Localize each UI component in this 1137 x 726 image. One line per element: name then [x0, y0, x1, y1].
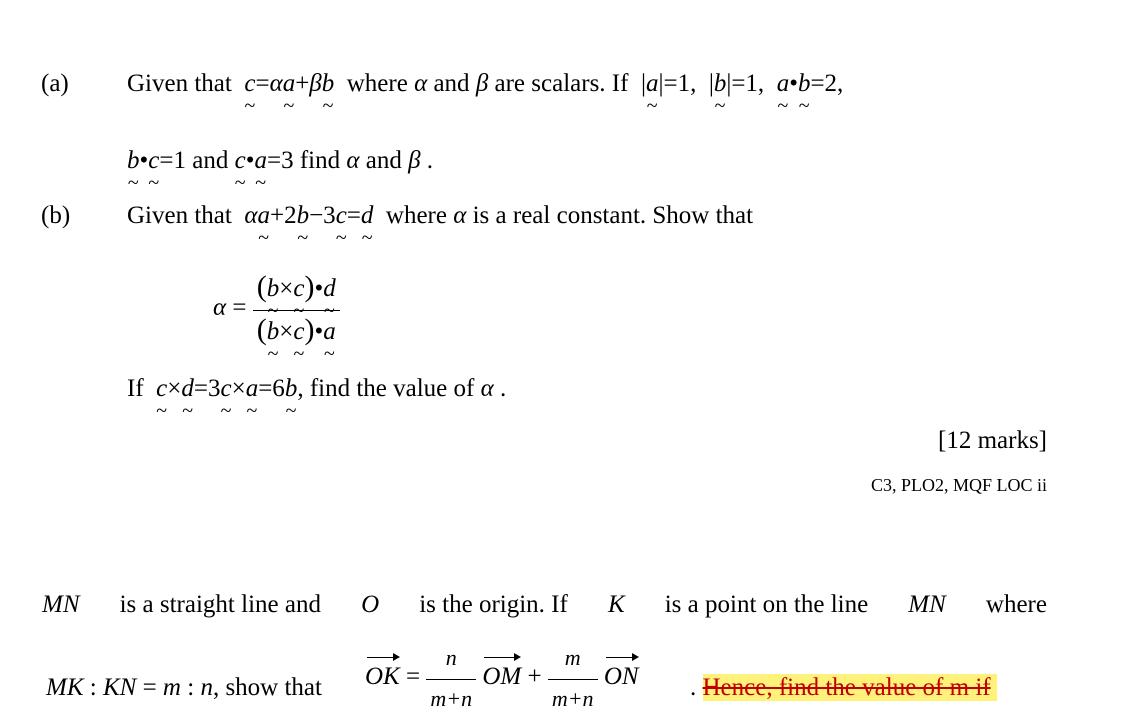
magnitude-conditions: |a ~|=1, |b ~|=1, a ~•b ~=2,	[635, 70, 844, 97]
mn-symbol: MN	[42, 591, 80, 618]
part-a-line2-and: and	[192, 147, 229, 174]
vector-ok: OK	[365, 663, 400, 691]
beta-symbol-2: β	[408, 147, 421, 174]
q2-show-that: show that	[225, 674, 322, 701]
full-stop: .	[426, 147, 434, 174]
beta-symbol: β	[475, 70, 489, 97]
q2-text-4: where	[985, 591, 1047, 618]
o-symbol: O	[361, 591, 380, 618]
dot-product-ca: c ~•a ~=3	[235, 147, 294, 174]
q2-line-1	[42, 590, 1047, 620]
marks-label: [12 marks]	[938, 427, 1047, 454]
k-symbol: K	[607, 591, 625, 618]
mn-symbol-2: MN	[908, 591, 946, 618]
part-b-line-1	[127, 201, 753, 231]
part-a-find-and: and	[365, 147, 402, 174]
part-a-line-2	[127, 146, 433, 176]
cross-product-condition: c ~×d ~=3c ~×a ~=6b ~	[150, 375, 297, 402]
part-b-find-value: , find the value of	[297, 375, 475, 402]
part-a-scalars: are scalars. If	[494, 70, 629, 97]
fraction-m: $\frac{m}{m+n}$	[548, 643, 598, 714]
alpha-symbol-4: α	[480, 375, 494, 402]
part-b-line-3	[127, 374, 506, 404]
fraction-n: $\frac{n}{m+n}$	[426, 643, 476, 714]
plo-meta: C3, PLO2, MQF LOC ii	[870, 475, 1047, 495]
part-a-find: find	[299, 147, 341, 174]
part-b-where: where	[385, 202, 447, 229]
part-b-given-that: Given that	[127, 202, 232, 229]
q2-ratio: MK : KN = m : n, show that	[46, 674, 322, 701]
vector-om: OM	[482, 663, 522, 691]
dot-product-bc: b ~•c ~=1	[127, 147, 186, 174]
part-b-if: If	[127, 375, 144, 402]
part-a-given-that: Given that	[127, 70, 232, 97]
q2-hence-struck	[690, 673, 997, 703]
part-a-line-1	[127, 69, 843, 99]
q2-vector-equation: OK = $\frac{n}{m+n}$ OM + $\frac{m}{m+n}$ ON	[365, 643, 639, 714]
part-a-where: where	[346, 70, 408, 97]
alpha-fraction	[253, 272, 340, 347]
q2-text-3: is a point on the line	[664, 591, 869, 618]
q2-text-1: is a straight line and	[119, 591, 321, 618]
q2-text-2: is the origin. If	[419, 591, 568, 618]
alpha-symbol: α	[414, 70, 428, 97]
full-stop-2: .	[499, 375, 507, 402]
part-b-label: (b)	[41, 202, 71, 229]
equation-d: αa ~+2b ~−3c ~=d ~	[238, 202, 380, 229]
alpha-fraction-equation: α = $\frac{(b \sim\times c \sim)•d \sim}{(b \sim\times c \sim)•a}$ ~	[213, 272, 340, 347]
part-b-constant: is a real constant. Show that	[472, 202, 754, 229]
highlighted-struck-text: Hence, find the value of m if	[703, 674, 997, 701]
fraction-denominator: (b ~×c ~)•a ~	[253, 311, 340, 347]
part-a-label: (a)	[41, 70, 69, 97]
alpha-symbol-2: α	[346, 147, 360, 174]
fraction-numerator: (b ~×c ~)•d ~	[253, 272, 340, 310]
full-stop-3: .	[690, 674, 697, 701]
part-a-and: and	[433, 70, 470, 97]
alpha-symbol-3: α	[453, 202, 467, 229]
vector-on: ON	[603, 663, 639, 691]
equation-c: c ~=αa ~+βb ~	[238, 70, 340, 97]
